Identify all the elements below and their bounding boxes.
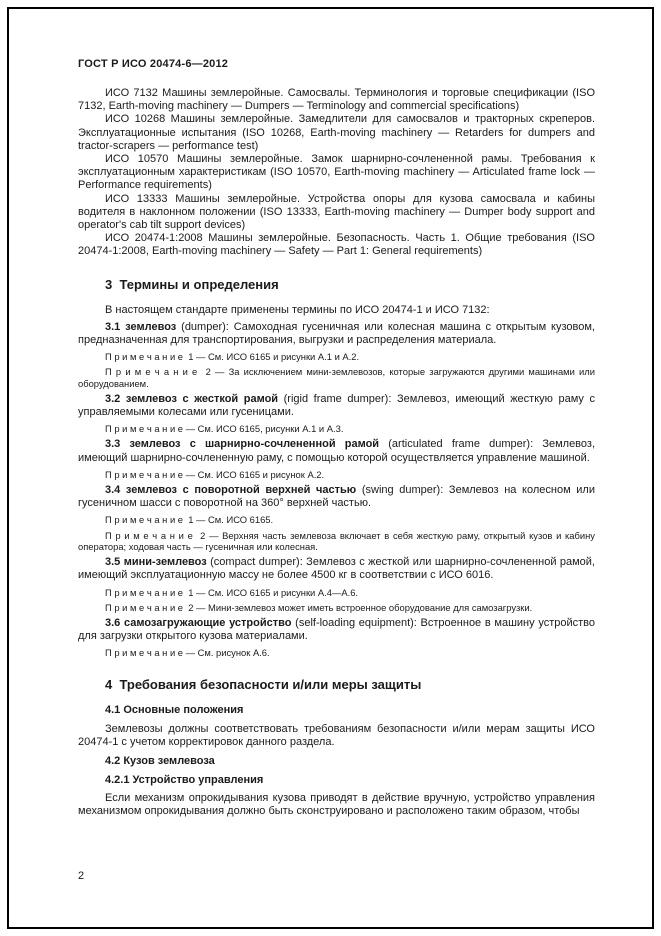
term-3-2-label: 3.2 землевоз с жесткой рамой: [105, 392, 279, 405]
reference-iso-13333: ИСО 13333 Машины землеройные. Устройства опоры для кузова самосвала и кабины водителя в наклонном положении (ISO 13333, Earth-moving machinery — Dumper body support and operator's cab tilt support devices): [78, 192, 595, 232]
reference-iso-7132: ИСО 7132 Машины землеройные. Самосвалы. Терминология и торговые спецификации (ISO 7132, Earth-moving machinery — Dumpers — Terminology and commercial specifications): [78, 87, 595, 113]
term-3-5-note-2: П р и м е ч а н и е 2 — Мини-землевоз может иметь встроенное оборудование для самозагрузки.: [105, 601, 533, 613]
running-header: [78, 58, 595, 70]
term-3-3: [78, 438, 595, 464]
term-3-3-note: П р и м е ч а н и е — См. ИСО 6165 и рисунок А.2.: [105, 468, 325, 480]
reference-iso-20474-1: ИСО 20474-1:2008 Машины землеройные. Безопасность. Часть 1. Общие требования (ISO 20474-1:2008, Earth-moving machinery — Safety — Part 1: General requirements): [78, 232, 595, 258]
section-3-intro: В настоящем стандарте применены термины по ИСО 20474-1 и ИСО 7132:: [105, 303, 490, 316]
term-3-5-note-1: П р и м е ч а н и е 1 — См. ИСО 6165 и рисунки А.4—А.6.: [105, 586, 359, 598]
term-3-3-label: 3.3 землевоз с шарнирно-сочлененной рамой: [105, 438, 380, 451]
section-4-1-heading: 4.1 Основные положения: [105, 703, 244, 716]
term-3-1-note-1: П р и м е ч а н и е 1 — См. ИСО 6165 и рисунки А.1 и А.2.: [105, 351, 360, 363]
reference-iso-10570: ИСО 10570 Машины землеройные. Замок шарнирно-сочлененной рамы. Требования к эксплуатационным характеристикам (ISO 10570, Earth-moving machinery — Articulated frame lock — Performance requirements): [78, 153, 595, 192]
term-3-2-definition: (rigid frame dumper): Землевоз, имеющий жесткую раму с управляемыми колесами или гусеницами.: [78, 392, 595, 419]
term-3-1-definition: (dumper): Самоходная гусеничная или колесная машина с открытым кузовом, предназначенная для транспортирования, выгрузки и распределения материала.: [78, 320, 595, 347]
page-number: 2: [78, 870, 85, 882]
term-3-2: [78, 393, 595, 419]
term-3-6-label: 3.6 самозагружающие устройство: [105, 616, 292, 629]
term-3-6-note: П р и м е ч а н и е — См. рисунок А.6.: [105, 647, 270, 659]
term-3-1-label: 3.1 землевоз: [105, 320, 177, 333]
section-4-heading: 4 Требования безопасности и/или меры защиты: [105, 676, 422, 692]
term-3-2-note: П р и м е ч а н и е — См. ИСО 6165, рисунки А.1 и А.3.: [105, 423, 344, 435]
page-content: [78, 58, 595, 818]
term-3-5-label: 3.5 мини-землевоз: [105, 556, 207, 569]
term-3-5-definition: (compact dumper): Землевоз с жесткой или шарнирно-сочлененной рамой, имеющий эксплуатационную массу не более 4500 кг в соответствии с ИСО 6016.: [78, 556, 595, 582]
section-4-2-1-body: Если механизм опрокидывания кузова приводят в действие вручную, устройство управления механизмом опрокидывания должно быть сконструировано и расположено таким образом, чтобы: [78, 791, 595, 817]
term-3-6-definition: (self-loading equipment): Встроенное в машину устройство для загрузки открытого кузова материалами.: [78, 616, 595, 643]
term-3-4-note-2: П р и м е ч а н и е 2 — Верхняя часть землевоза включает в себя жесткую раму, открытый кузов и кабину оператора; ходовая часть — гусеничная или колесная.: [78, 529, 595, 552]
section-3-heading: 3 Термины и определения: [105, 276, 279, 292]
section-4-2-heading: 4.2 Кузов землевоза: [105, 755, 215, 768]
term-3-1-note-2: П р и м е ч а н и е 2 — За исключением мини-землевозов, которые загружаются другими машинами или оборудованием.: [78, 366, 595, 389]
term-3-6: [78, 617, 595, 643]
term-3-4-label: 3.4 землевоз с поворотной верхней частью: [105, 484, 357, 497]
term-3-4-definition: (swing dumper): Землевоз на колесном или гусеничном шасси с поворотной на 360° верхней частью.: [78, 484, 595, 510]
term-3-4: [78, 484, 595, 510]
reference-iso-10268: ИСО 10268 Машины землеройные. Замедлители для самосвалов и тракторных скреперов. Эксплуатационные испытания (ISO 10268, Earth-moving machinery — Retarders for dumpers and tractor-scrapers — performance test): [78, 113, 595, 152]
document-designation: ГОСТ Р ИСО 20474-6—2012: [78, 58, 229, 70]
section-4-2-1-heading: 4.2.1 Устройство управления: [105, 774, 264, 787]
term-3-1: [78, 321, 595, 347]
term-3-4-note-1: П р и м е ч а н и е 1 — См. ИСО 6165.: [105, 514, 274, 526]
section-4-1-body: Землевозы должны соответствовать требованиям безопасности и/или мерам защиты ИСО 20474-1 с учетом корректировок данного раздела.: [78, 722, 595, 748]
term-3-3-definition: (articulated frame dumper): Землевоз, имеющий шарнирно-сочлененную раму, с помощью которой осуществляется управление машиной.: [78, 438, 595, 464]
term-3-5: [78, 556, 595, 582]
